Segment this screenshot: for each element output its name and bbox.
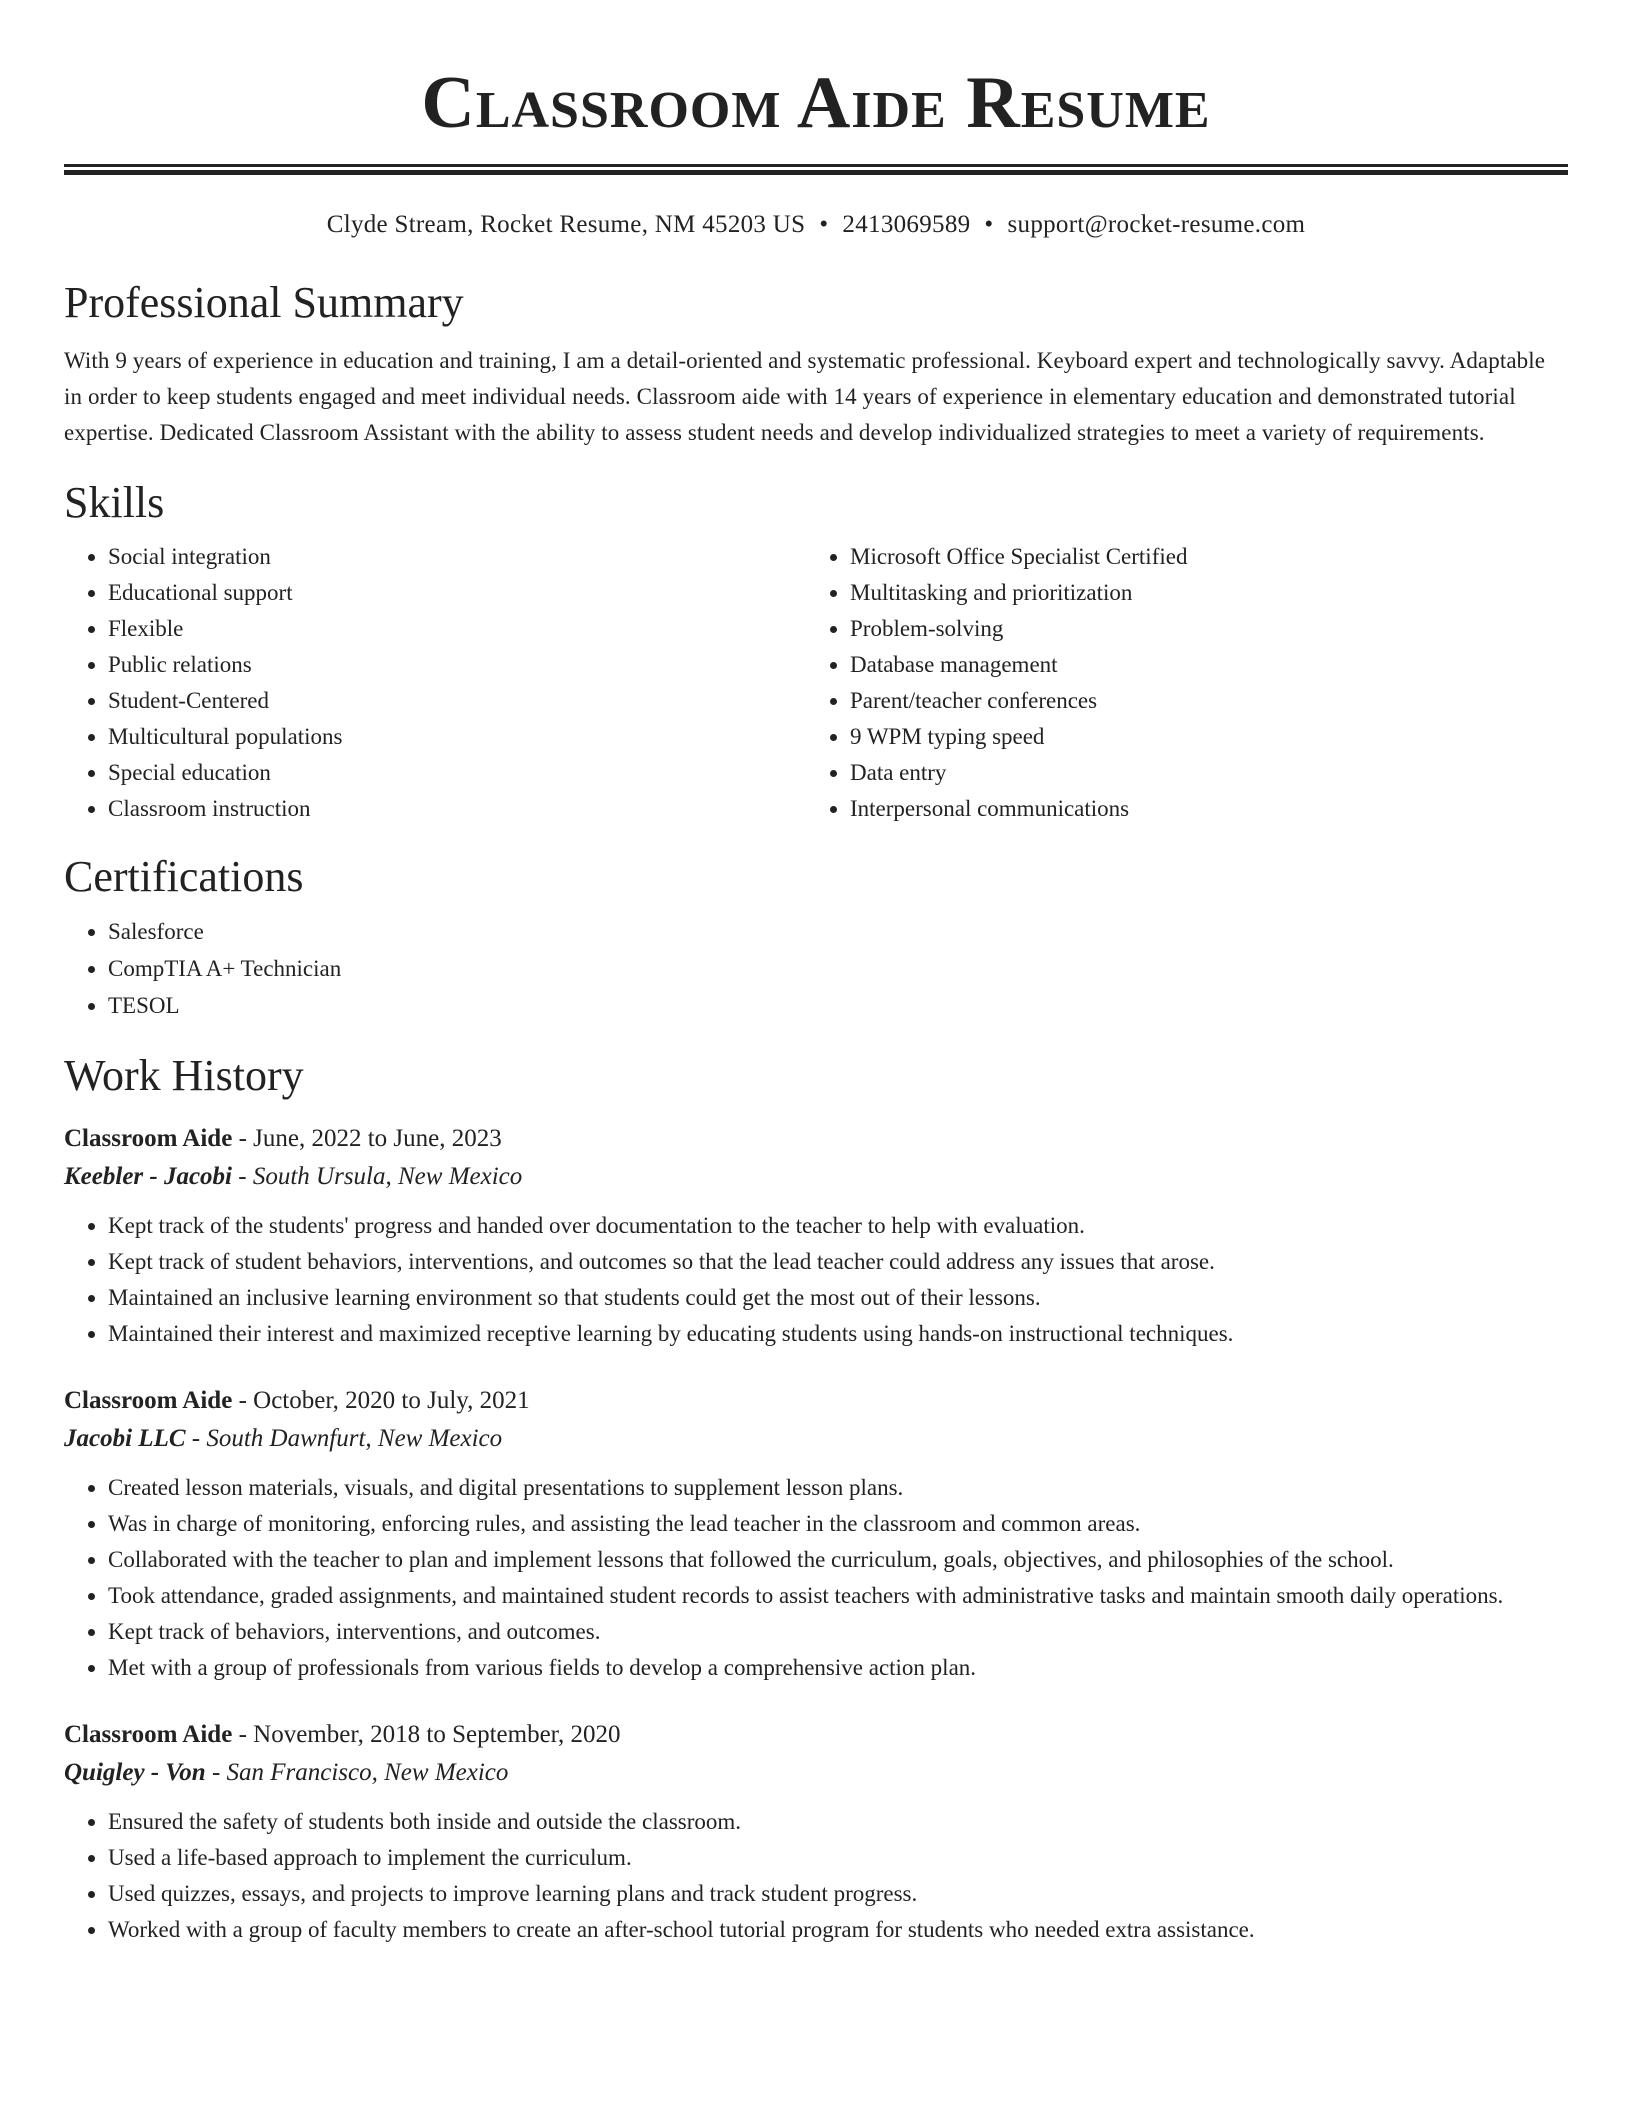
job-bullet: • Ensured the safety of students both inside and outside the classroom. <box>108 1804 1568 1840</box>
skill-item: • Classroom instruction <box>108 791 806 827</box>
job-bullet: • Was in charge of monitoring, enforcing rules, and assisting the lead teacher in the classroom and common areas. <box>108 1506 1568 1542</box>
job-location: South Ursula, New Mexico <box>252 1163 523 1190</box>
title-divider <box>64 164 1568 175</box>
job-dash: - <box>232 1163 253 1190</box>
work-history-heading: Work History <box>64 1051 304 1100</box>
job-header <box>64 1716 1568 1754</box>
job-bullet: • Collaborated with the teacher to plan and implement lessons that followed the curriculum, goals, objectives, and philosophies of the school. <box>108 1542 1568 1578</box>
summary-section <box>64 277 1568 451</box>
job-title: Classroom Aide <box>64 1125 233 1152</box>
job-company: Keebler - Jacobi <box>64 1163 233 1190</box>
job-bullet: • Kept track of the students' progress and handed over documentation to the teacher to help with evaluation. <box>108 1208 1568 1244</box>
certifications-list <box>64 913 1568 1024</box>
certifications-heading: Certifications <box>64 852 304 901</box>
job-bullet: • Maintained their interest and maximized receptive learning by educating students using hands-on instructional techniques. <box>108 1316 1568 1352</box>
skills-list-right <box>806 539 1548 827</box>
job-dash: - <box>185 1425 207 1452</box>
summary-text: With 9 years of experience in education and training, I am a detail-oriented and systematic professional. Keyboard expert and technologically savvy. Adaptable in order to keep students engaged and meet individual needs. Classroom aide with 14 years of experience in elementary education and demonstrated tutorial expertise. Dedicated Classroom Assistant with the ability to assess student needs and develop individualized strategies to meet a variety of requirements. <box>64 348 1546 445</box>
skill-item: • Database management <box>850 647 1548 683</box>
skill-item: • Flexible <box>108 611 806 647</box>
skill-item: • Problem-solving <box>850 611 1548 647</box>
job-bullet: • Used a life-based approach to implement the curriculum. <box>108 1840 1568 1876</box>
job-dash: - <box>205 1759 227 1786</box>
job-employer <box>64 1754 1568 1792</box>
job-bullet: • Kept track of behaviors, interventions, and outcomes. <box>108 1614 1568 1650</box>
skill-item: • Interpersonal communications <box>850 791 1548 827</box>
job-title: Classroom Aide <box>64 1387 233 1414</box>
job-company: Quigley - Von <box>64 1759 206 1786</box>
certification-item: • CompTIA A+ Technician <box>108 950 1568 987</box>
job-entry <box>64 1382 1568 1686</box>
skill-item: • 9 WPM typing speed <box>850 719 1548 755</box>
job-bullet: • Took attendance, graded assignments, and maintained student records to assist teachers with administrative tasks and maintain smooth daily operations. <box>108 1578 1568 1614</box>
job-header <box>64 1120 1568 1158</box>
skill-item: • Multitasking and prioritization <box>850 575 1548 611</box>
skills-heading: Skills <box>64 478 165 527</box>
job-dash: - <box>232 1125 254 1152</box>
skills-grid <box>64 539 1568 827</box>
contact-separator: • <box>819 211 829 238</box>
skill-item: • Parent/teacher conferences <box>850 683 1548 719</box>
job-company: Jacobi LLC <box>64 1425 186 1452</box>
contact-email: support@rocket-resume.com <box>1007 211 1306 238</box>
job-bullet: • Maintained an inclusive learning environment so that students could get the most out of their lessons. <box>108 1280 1568 1316</box>
job-bullet: • Kept track of student behaviors, interventions, and outcomes so that the lead teacher could address any issues that arose. <box>108 1244 1568 1280</box>
skill-item: • Educational support <box>108 575 806 611</box>
skill-item: • Multicultural populations <box>108 719 806 755</box>
work-history-section <box>64 1050 1568 1948</box>
skills-column-left <box>64 539 806 827</box>
skills-list-left <box>64 539 806 827</box>
job-dates: June, 2022 to June, 2023 <box>253 1125 502 1152</box>
skill-item: • Student-Centered <box>108 683 806 719</box>
job-title: Classroom Aide <box>64 1721 233 1748</box>
skill-item: • Public relations <box>108 647 806 683</box>
certification-item: • Salesforce <box>108 913 1568 950</box>
job-dash: - <box>232 1721 254 1748</box>
job-employer <box>64 1420 1568 1458</box>
job-bullet: • Used quizzes, essays, and projects to improve learning plans and track student progress. <box>108 1876 1568 1912</box>
skills-column-right <box>806 539 1548 827</box>
job-bullets <box>64 1470 1568 1686</box>
job-bullet: • Created lesson materials, visuals, and digital presentations to supplement lesson plans. <box>108 1470 1568 1506</box>
job-location: San Francisco, New Mexico <box>226 1759 509 1786</box>
job-entry <box>64 1716 1568 1948</box>
job-employer <box>64 1158 1568 1196</box>
job-header <box>64 1382 1568 1420</box>
job-dates: November, 2018 to September, 2020 <box>253 1721 621 1748</box>
skill-item: • Social integration <box>108 539 806 575</box>
certification-item: • TESOL <box>108 987 1568 1024</box>
job-bullets <box>64 1208 1568 1352</box>
job-dates: October, 2020 to July, 2021 <box>253 1387 530 1414</box>
summary-heading: Professional Summary <box>64 278 464 327</box>
skills-section <box>64 477 1568 827</box>
skill-item: • Data entry <box>850 755 1548 791</box>
job-entry <box>64 1120 1568 1352</box>
job-bullets <box>64 1804 1568 1948</box>
contact-address: Clyde Stream, Rocket Resume, NM 45203 US <box>326 211 806 238</box>
contact-phone: 2413069589 <box>842 211 971 238</box>
certifications-section <box>64 851 1568 1024</box>
contact-line <box>64 209 1568 241</box>
job-bullet: • Worked with a group of faculty members to create an after-school tutorial program for students who needed extra assistance. <box>108 1912 1568 1948</box>
job-bullet: • Met with a group of professionals from various fields to develop a comprehensive action plan. <box>108 1650 1568 1686</box>
job-location: South Dawnfurt, New Mexico <box>206 1425 503 1452</box>
skill-item: • Microsoft Office Specialist Certified <box>850 539 1548 575</box>
skill-item: • Special education <box>108 755 806 791</box>
job-dash: - <box>232 1387 254 1414</box>
resume-title: Classroom Aide Resume <box>421 62 1211 144</box>
contact-separator: • <box>984 211 994 238</box>
